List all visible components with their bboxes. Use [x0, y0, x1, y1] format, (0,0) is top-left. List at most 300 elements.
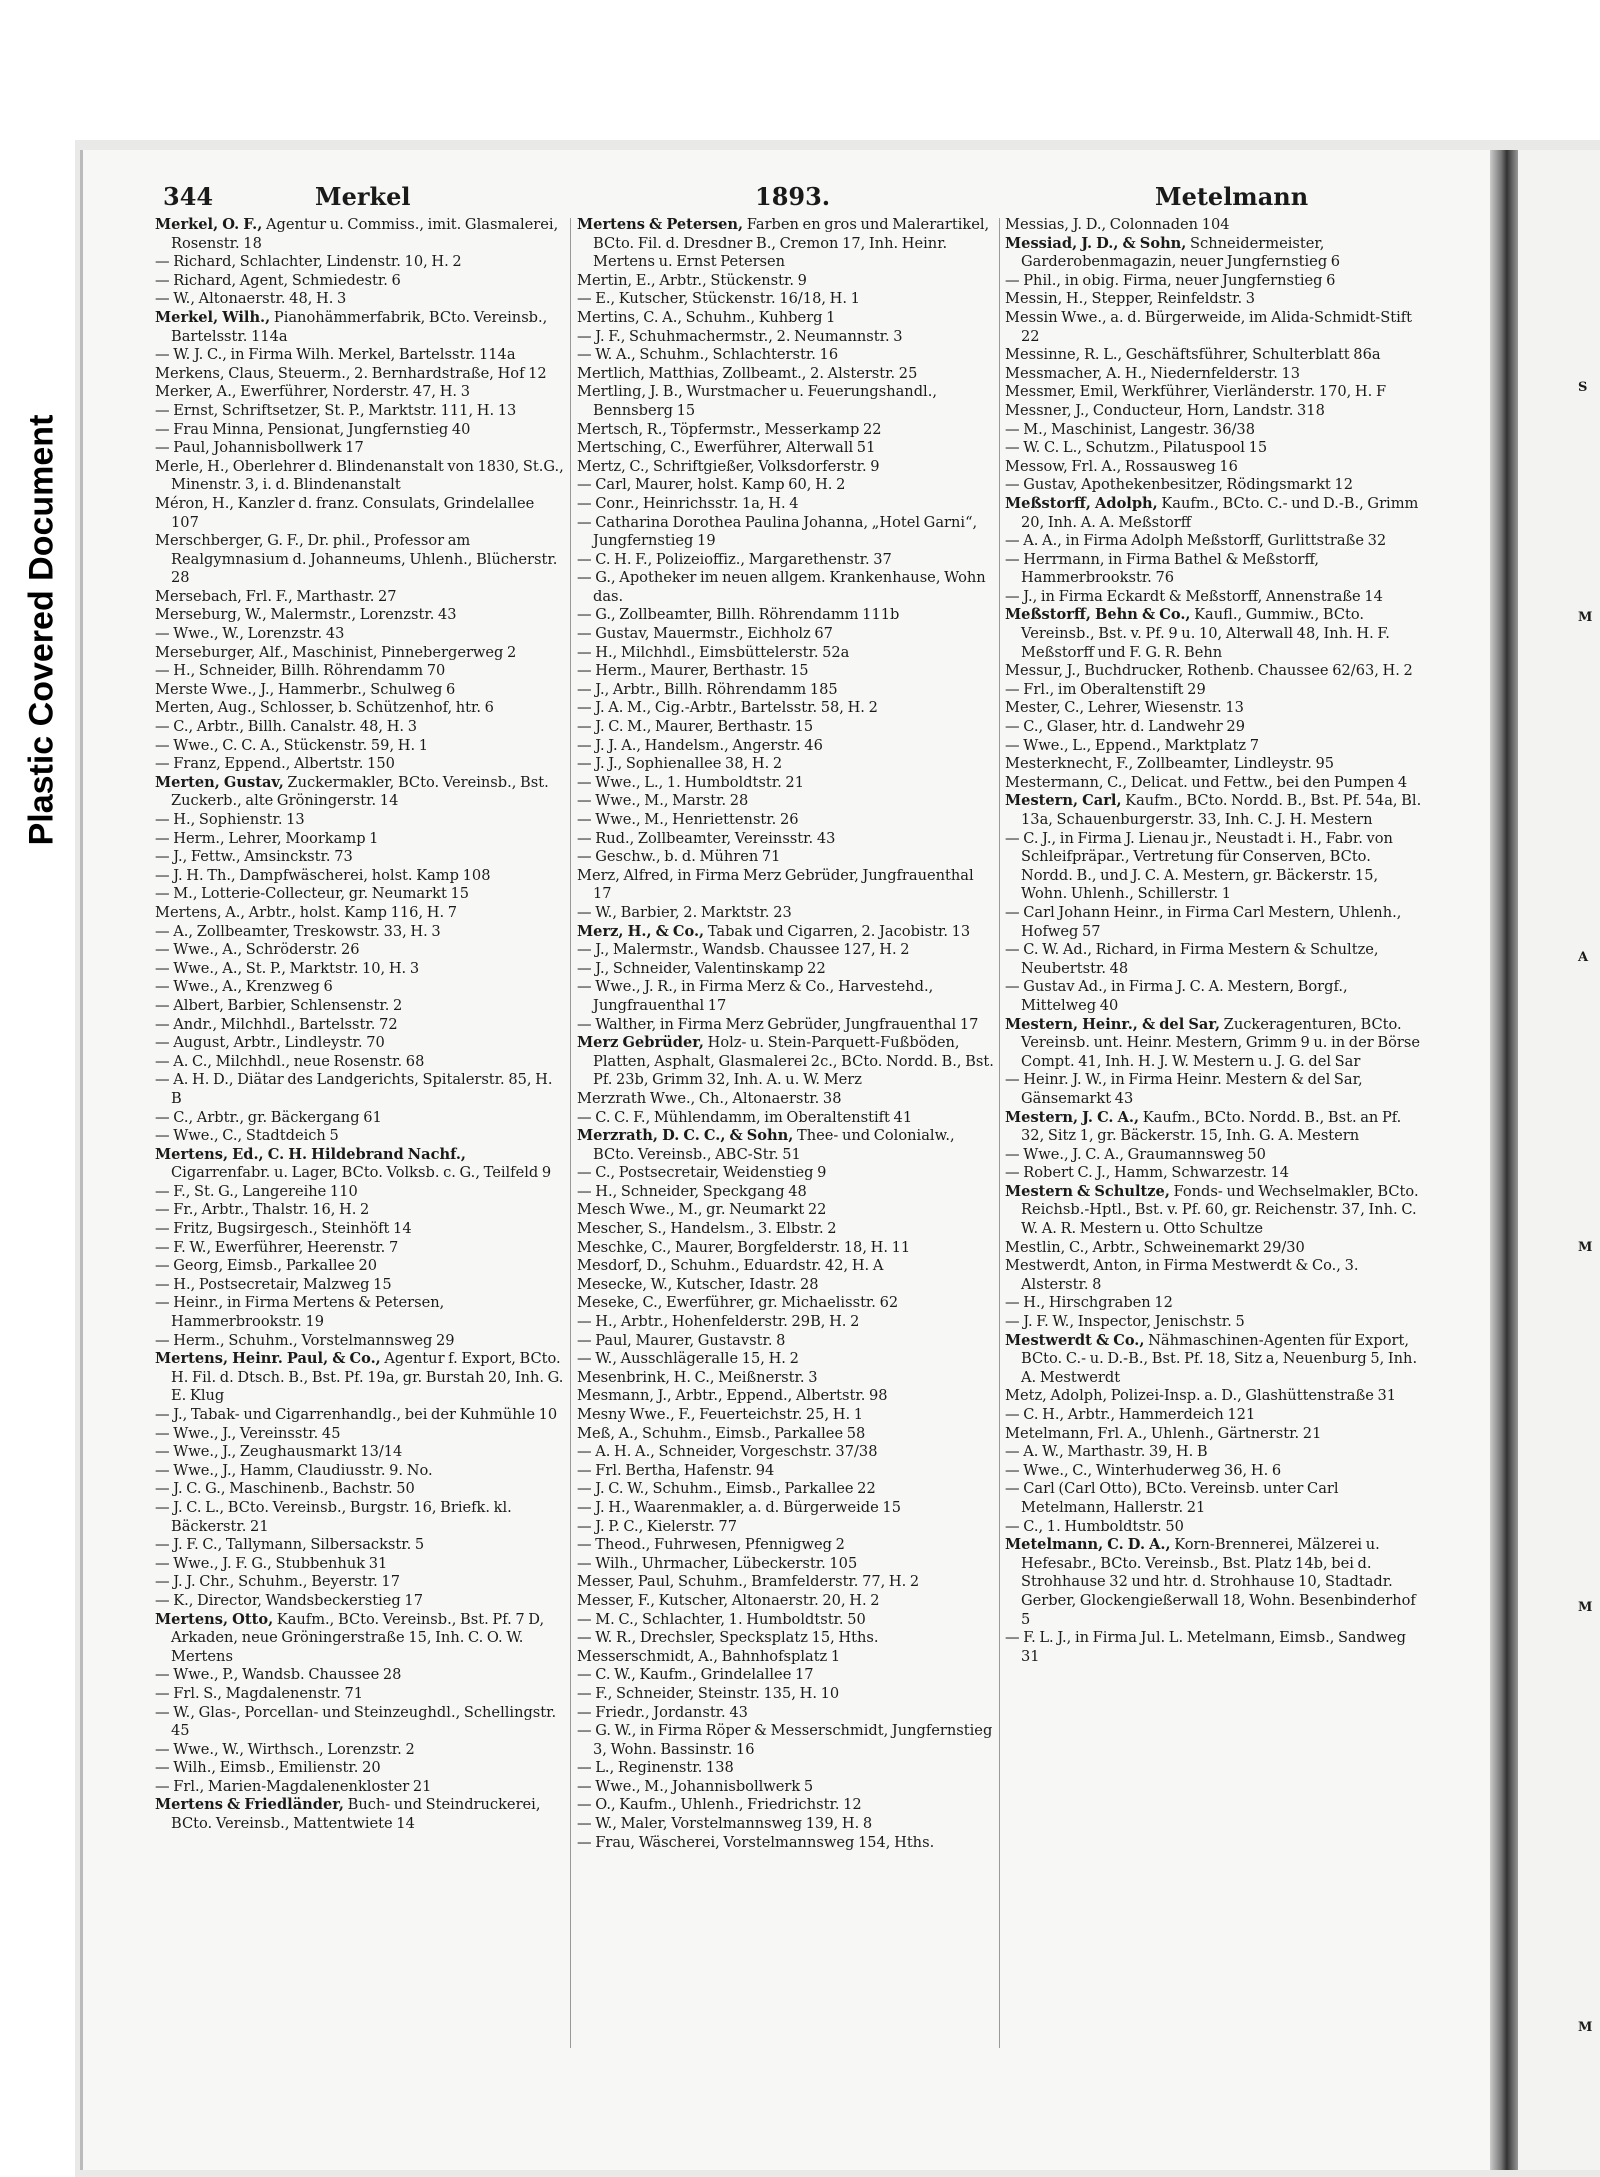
entry-text: — H., Arbtr., Hohenfelderstr. 29B, H. 2: [577, 1313, 860, 1331]
directory-entry: [1005, 1016, 1423, 1072]
directory-entry: [155, 625, 565, 644]
directory-entry: [577, 1611, 995, 1630]
directory-entry: [155, 290, 565, 309]
header-right-keyword: Metelmann: [1155, 182, 1309, 211]
directory-entry: [577, 1592, 995, 1611]
directory-entry: [577, 1722, 995, 1759]
entry-text: — F., Schneider, Steinstr. 135, H. 10: [577, 1684, 840, 1702]
entry-text: — F., St. G., Langereihe 110: [155, 1182, 358, 1200]
entry-text: — M., Lotterie-Collecteur, gr. Neumarkt 15: [155, 885, 470, 903]
page-gutter: [1490, 150, 1518, 2170]
entry-text: — C., Arbtr., gr. Bäckergang 61: [155, 1108, 382, 1126]
directory-entry: [577, 1629, 995, 1648]
directory-entry: [577, 328, 995, 347]
entry-text: — F. L. J., in Firma Jul. L. Metelmann, Eimsb., Sandweg 31: [1005, 1629, 1406, 1665]
directory-entry: [1005, 346, 1423, 365]
directory-entry: [155, 997, 565, 1016]
entry-text: — Wilh., Uhrmacher, Lübeckerstr. 105: [577, 1554, 858, 1572]
directory-entry: [577, 718, 995, 737]
directory-entry: [577, 1109, 995, 1128]
directory-entry: [155, 1053, 565, 1072]
left-margin: [0, 0, 75, 2177]
entry-text: — J. F. W., Inspector, Jenischstr. 5: [1005, 1313, 1245, 1331]
entry-text: — Georg, Eimsb., Parkallee 20: [155, 1257, 378, 1275]
directory-entry: [155, 383, 565, 402]
entry-text: Mesdorf, D., Schuhm., Eduardstr. 42, H. A: [577, 1257, 884, 1275]
entry-text: — Wwe., J. C. A., Graumannsweg 50: [1005, 1145, 1266, 1163]
entry-text: — O., Kaufm., Uhlenh., Friedrichstr. 12: [577, 1796, 862, 1814]
entry-text: Merseburger, Alf., Maschinist, Pinnebergerweg 2: [155, 643, 517, 661]
side-label: [22, 360, 62, 900]
directory-entry: [155, 978, 565, 997]
entry-text: — J. J. Chr., Schuhm., Beyerstr. 17: [155, 1573, 400, 1591]
entry-text: Agentur u. Commiss., imit. Glasmalerei, Rosenstr. 18: [171, 216, 559, 252]
directory-entry: [1005, 402, 1423, 421]
column-1: [155, 216, 565, 2046]
directory-entry: [577, 1499, 995, 1518]
entry-text: — C., Postsecretair, Weidenstieg 9: [577, 1164, 827, 1182]
entry-text: Zuckeragenturen, BCto. Vereinsb. unt. Heinr. Mestern, Grimm 9 u. in der Börse Compt. 41, Inh. H. J. W. Mestern u. J. G. del Sar: [1021, 1015, 1420, 1070]
entry-text: — W. R., Drechsler, Specksplatz 15, Hths.: [577, 1629, 879, 1647]
directory-entry: [1005, 1071, 1423, 1108]
directory-entry: [577, 1090, 995, 1109]
directory-entry: [155, 532, 565, 588]
entry-text: Mertz, C., Schriftgießer, Volksdorferstr. 9: [577, 457, 880, 475]
directory-entry: [1005, 1629, 1423, 1666]
directory-entry: [155, 458, 565, 495]
entry-text: — Robert C. J., Hamm, Schwarzestr. 14: [1005, 1164, 1290, 1182]
directory-entry: [1005, 978, 1423, 1015]
directory-entry: [577, 699, 995, 718]
entry-text: — Wwe., M., Marstr. 28: [577, 792, 749, 810]
entry-text: — Wwe., C., Winterhuderweg 36, H. 6: [1005, 1461, 1282, 1479]
directory-entry: [1005, 774, 1423, 793]
directory-entry: [155, 1201, 565, 1220]
directory-entry: [1005, 1239, 1423, 1258]
entry-text: Merten, Aug., Schlosser, b. Schützenhof, htr. 6: [155, 699, 494, 717]
entry-text: — Phil., in obig. Firma, neuer Jungfernstieg 6: [1005, 271, 1336, 289]
directory-entry: [577, 1127, 995, 1164]
entry-text: — Paul, Johannisbollwerk 17: [155, 439, 364, 457]
directory-entry: [155, 1536, 565, 1555]
entry-text: Merschberger, G. F., Dr. phil., Professor am Realgymnasium d. Johanneums, Uhlenh., Blücherstr. 28: [155, 532, 558, 587]
entry-text: — J. C. W., Schuhm., Eimsb., Parkallee 22: [577, 1480, 876, 1498]
directory-entry: [155, 774, 565, 811]
directory-entry: [155, 1239, 565, 1258]
directory-entry: [1005, 235, 1423, 272]
directory-entry: [1005, 476, 1423, 495]
entry-text: — J., Tabak- und Cigarrenhandlg., bei der Kuhmühle 10: [155, 1406, 558, 1423]
top-margin: [0, 0, 1600, 140]
entry-text: — Walther, in Firma Merz Gebrüder, Jungfrauenthal 17: [577, 1015, 979, 1033]
entry-text: Holz- u. Stein-Parquett-Fußböden, Platten, Asphalt, Glasmalerei 2c., BCto. Nordd. B., Bst. Pf. 23b, Grimm 32, Inh. A. u. W. Merz: [593, 1034, 994, 1089]
entry-text: — Herm., Lehrer, Moorkamp 1: [155, 829, 379, 847]
directory-entry: [1005, 1109, 1423, 1146]
directory-entry: [155, 1294, 565, 1331]
column-3: [1005, 216, 1423, 2046]
entry-firm-name: Merkel, O. F.,: [155, 216, 263, 233]
entry-firm-name: Mertens, Otto,: [155, 1610, 274, 1628]
directory-entry: [155, 1183, 565, 1202]
column-2: [577, 216, 995, 2046]
directory-entry: [577, 1834, 995, 1853]
entry-text: Merkens, Claus, Steuerm., 2. Bernhardstraße, Hof 12: [155, 364, 547, 382]
directory-entry: [155, 1480, 565, 1499]
directory-entry: [577, 514, 995, 551]
directory-entry: [155, 1796, 565, 1833]
directory-entry: [155, 1759, 565, 1778]
entry-text: — Wwe., M., Henriettenstr. 26: [577, 811, 799, 828]
directory-entry: [577, 904, 995, 923]
entry-text: Kaufl., Gummiw., BCto. Vereinsb., Bst. v. Pf. 9 u. 10, Alterwall 48, Inh. H. F. Meßstorff und F. G. R. Behn: [1021, 606, 1390, 661]
directory-entry: [155, 216, 565, 253]
entry-text: — August, Arbtr., Lindleystr. 70: [155, 1034, 385, 1052]
directory-entry: [577, 1332, 995, 1351]
directory-entry: [155, 867, 565, 886]
directory-entry: [577, 1257, 995, 1276]
entry-text: Messias, J. D., Colonnaden 104: [1005, 216, 1230, 233]
entry-text: — W., Altonaerstr. 48, H. 3: [155, 290, 347, 308]
directory-entry: [155, 1276, 565, 1295]
directory-entry: [577, 737, 995, 756]
directory-entry: [577, 383, 995, 420]
directory-entry: [577, 1704, 995, 1723]
entry-text: Farben en gros und Malerartikel, BCto. Fil. d. Dresdner B., Cremon 17, Inh. Heinr. Mertens u. Ernst Petersen: [593, 216, 990, 271]
directory-entry: [1005, 216, 1423, 235]
directory-entry: [577, 476, 995, 495]
entry-text: — Wwe., A., Krenzweg 6: [155, 978, 333, 996]
entry-text: Mertling, J. B., Wurstmacher u. Feuerungshandl., Bennsberg 15: [577, 383, 937, 419]
entry-firm-name: Mertens, Ed., C. H. Hildebrand Nachf.,: [155, 1145, 467, 1163]
entry-text: — Frl. S., Magdalenenstr. 71: [155, 1684, 364, 1702]
directory-entry: [1005, 1462, 1423, 1481]
entry-text: Mertsch, R., Töpfermstr., Messerkamp 22: [577, 420, 882, 438]
entry-text: — J. H., Waarenmakler, a. d. Bürgerweide 15: [577, 1498, 901, 1516]
directory-entry: [577, 848, 995, 867]
directory-entry: [1005, 1164, 1423, 1183]
directory-entry: [577, 1666, 995, 1685]
entry-text: Tabak und Cigarren, 2. Jacobistr. 13: [704, 922, 971, 940]
entry-text: — Frl., im Oberaltenstift 29: [1005, 680, 1206, 698]
directory-entry: [577, 1294, 995, 1313]
entry-text: — C. W., Kaufm., Grindelallee 17: [577, 1666, 814, 1684]
entry-text: Metelmann, Frl. A., Uhlenh., Gärtnerstr. 21: [1005, 1424, 1322, 1442]
entry-text: — J., Arbtr., Billh. Röhrendamm 185: [577, 680, 838, 698]
entry-firm-name: Metelmann, C. D. A.,: [1005, 1536, 1171, 1554]
directory-entry: [155, 1462, 565, 1481]
directory-entry: [155, 1778, 565, 1797]
entry-text: — Wwe., J. F. G., Stubbenhuk 31: [155, 1554, 388, 1572]
directory-entry: [1005, 1332, 1423, 1388]
entry-text: — Wwe., A., St. P., Marktstr. 10, H. 3: [155, 959, 420, 977]
directory-entry: [1005, 1480, 1423, 1517]
directory-entry: [155, 1741, 565, 1760]
entry-text: Schneidermeister, Garderobenmagazin, neuer Jungfernstieg 6: [1021, 234, 1341, 271]
directory-entry: [1005, 904, 1423, 941]
directory-entry: [155, 1257, 565, 1276]
directory-entry: [1005, 830, 1423, 904]
directory-entry: [155, 1034, 565, 1053]
directory-entry: [577, 569, 995, 606]
entry-text: Mester, C., Lehrer, Wiesenstr. 13: [1005, 699, 1244, 717]
entry-firm-name: Merz, H., & Co.,: [577, 922, 705, 940]
entry-text: — Wwe., A., Schröderstr. 26: [155, 941, 360, 959]
entry-text: Messerschmidt, A., Bahnhofsplatz 1: [577, 1647, 841, 1665]
directory-entry: [577, 1462, 995, 1481]
entry-text: Mestermann, C., Delicat. und Fettw., bei den Pumpen 4: [1005, 773, 1408, 791]
entry-text: Mesecke, W., Kutscher, Idastr. 28: [577, 1275, 819, 1293]
directory-entry: [577, 495, 995, 514]
directory-entry: [577, 551, 995, 570]
entry-text: — Frau, Wäscherei, Vorstelmannsweg 154, Hths.: [577, 1833, 935, 1851]
directory-entry: [155, 644, 565, 663]
directory-entry: [577, 811, 995, 830]
entry-text: — K., Director, Wandsbeckerstieg 17: [155, 1591, 423, 1609]
directory-entry: [155, 811, 565, 830]
entry-text: Messur, J., Buchdrucker, Rothenb. Chaussee 62/63, H. 2: [1005, 662, 1413, 680]
directory-entry: [577, 458, 995, 477]
entry-text: — Franz, Eppend., Albertstr. 150: [155, 755, 395, 773]
entry-text: Mertens, A., Arbtr., holst. Kamp 116, H. 7: [155, 903, 458, 921]
entry-firm-name: Mertens & Friedländer,: [155, 1796, 344, 1814]
entry-text: — M., Maschinist, Langestr. 36/38: [1005, 420, 1255, 438]
entry-text: — Fr., Arbtr., Thalstr. 16, H. 2: [155, 1201, 370, 1219]
directory-entry: [1005, 699, 1423, 718]
entry-text: Metz, Adolph, Polizei-Insp. a. D., Glashüttenstraße 31: [1005, 1387, 1397, 1405]
entry-text: — Wwe., J., Vereinsstr. 45: [155, 1424, 341, 1442]
entry-text: Mertlich, Matthias, Zollbeamt., 2. Alsterstr. 25: [577, 364, 918, 382]
directory-entry: [577, 1555, 995, 1574]
entry-text: — Heinr., in Firma Mertens & Petersen, Hammerbrookstr. 19: [155, 1294, 445, 1331]
directory-entry: [155, 253, 565, 272]
entry-text: — F. W., Ewerführer, Heerenstr. 7: [155, 1238, 399, 1256]
page-number: 344: [163, 182, 214, 211]
entry-text: — Frau Minna, Pensionat, Jungfernstieg 40: [155, 420, 471, 438]
entry-text: — Friedr., Jordanstr. 43: [577, 1703, 748, 1721]
directory-entry: [577, 290, 995, 309]
entry-text: — Herm., Maurer, Berthastr. 15: [577, 662, 809, 680]
entry-firm-name: Mertens & Petersen,: [577, 216, 744, 233]
entry-text: — Carl Johann Heinr., in Firma Carl Mestern, Uhlenh., Hofweg 57: [1005, 903, 1402, 940]
entry-text: — Frl., Marien-Magdalenenkloster 21: [155, 1777, 432, 1795]
directory-entry: [1005, 365, 1423, 384]
entry-text: — H., Sophienstr. 13: [155, 811, 305, 828]
directory-entry: [155, 309, 565, 346]
entry-text: — J. C. G., Maschinenb., Bachstr. 50: [155, 1480, 415, 1498]
directory-entry: [577, 960, 995, 979]
entry-text: — Wwe., C. C. A., Stückenstr. 59, H. 1: [155, 736, 429, 754]
directory-entry: [577, 1425, 995, 1444]
directory-entry: [155, 1555, 565, 1574]
entry-text: Mestlin, C., Arbtr., Schweinemarkt 29/30: [1005, 1238, 1305, 1256]
header-left-keyword: Merkel: [315, 182, 411, 211]
directory-entry: [577, 1685, 995, 1704]
directory-entry: [577, 1201, 995, 1220]
directory-entry: [577, 272, 995, 291]
entry-text: — Geschw., b. d. Mühren 71: [577, 848, 781, 866]
entry-text: — J. F., Schuhmachermstr., 2. Neumannstr. 3: [577, 327, 903, 345]
entry-text: Merker, A., Ewerführer, Norderstr. 47, H. 3: [155, 383, 470, 401]
entry-text: Messer, Paul, Schuhm., Bramfelderstr. 77, H. 2: [577, 1573, 920, 1591]
entry-text: — Herrmann, in Firma Bathel & Meßstorff, Hammerbrookstr. 76: [1005, 550, 1320, 587]
entry-text: Agentur f. Export, BCto. H. Fil. d. Dtsch. B., Bst. Pf. 19a, gr. Burstah 20, Inh. G. E. Klug: [171, 1350, 564, 1405]
directory-entry: [577, 1164, 995, 1183]
entry-text: — Wwe., J., Zeughausmarkt 13/14: [155, 1443, 403, 1461]
directory-entry: [155, 346, 565, 365]
directory-entry: [1005, 606, 1423, 662]
entry-firm-name: Merten, Gustav,: [155, 773, 284, 791]
entry-text: Kaufm., BCto. C.- und D.-B., Grimm 20, Inh. A. A. Meßstorff: [1021, 494, 1419, 531]
entry-text: — A., Zollbeamter, Treskowstr. 33, H. 3: [155, 922, 441, 940]
directory-entry: [155, 272, 565, 291]
entry-firm-name: Mestern & Schultze,: [1005, 1182, 1170, 1200]
entry-text: Nähmaschinen-Agenten für Export, BCto. C.- u. D.-B., Bst. Pf. 18, Sitz a, Neuenburg 5, Inh. A. Mestwerdt: [1021, 1331, 1418, 1386]
directory-entry: [577, 1183, 995, 1202]
directory-entry: [155, 1109, 565, 1128]
entry-firm-name: Mestern, Heinr., & del Sar,: [1005, 1015, 1221, 1033]
directory-entry: [1005, 1183, 1423, 1239]
entry-text: — A. C., Milchhdl., neue Rosenstr. 68: [155, 1052, 425, 1070]
directory-entry: [1005, 421, 1423, 440]
entry-text: — Wwe., J. R., in Firma Merz & Co., Harvestehd., Jungfrauenthal 17: [577, 978, 934, 1014]
directory-entry: [577, 941, 995, 960]
entry-text: — J. J., Sophienallee 38, H. 2: [577, 755, 783, 773]
directory-entry: [577, 1406, 995, 1425]
entry-firm-name: Mestwerdt & Co.,: [1005, 1331, 1145, 1349]
entry-firm-name: Mestern, Carl,: [1005, 792, 1122, 810]
directory-entry: [155, 1573, 565, 1592]
entry-text: — J. A. M., Cig.-Arbtr., Bartelsstr. 58, H. 2: [577, 699, 878, 717]
entry-text: — C. C. F., Mühlendamm, im Oberaltenstift 41: [577, 1108, 913, 1126]
directory-entry: [155, 755, 565, 774]
entry-text: Fonds- und Wechselmakler, BCto. Reichsb.-Hptl., Bst. v. Pf. 60, gr. Reichenstr. 37, Inh. C. W. A. R. Mestern u. Otto Schultze: [1021, 1182, 1419, 1238]
entry-text: — J. C. L., BCto. Vereinsb., Burgstr. 16, Briefk. kl. Bäckerstr. 21: [155, 1498, 512, 1535]
entry-text: — Richard, Schlachter, Lindenstr. 10, H. 2: [155, 253, 462, 271]
entry-text: — Gustav, Mauermstr., Eichholz 67: [577, 625, 833, 643]
directory-entry: [1005, 588, 1423, 607]
entry-text: — Wwe., J., Hamm, Claudiusstr. 9. No.: [155, 1461, 433, 1479]
directory-entry: [155, 923, 565, 942]
entry-text: — J. C. M., Maurer, Berthastr. 15: [577, 718, 814, 736]
entry-firm-name: Merzrath, D. C. C., & Sohn,: [577, 1127, 794, 1145]
entry-text: Messmacher, A. H., Niedernfelderstr. 13: [1005, 364, 1301, 382]
directory-entry: [1005, 1294, 1423, 1313]
entry-text: — Heinr. J. W., in Firma Heinr. Mestern & del Sar, Gänsemarkt 43: [1005, 1071, 1363, 1107]
entry-text: — W., Barbier, 2. Marktstr. 23: [577, 903, 792, 921]
directory-entry: [1005, 1406, 1423, 1425]
entry-text: — C. W. Ad., Richard, in Firma Mestern & Schultze, Neubertstr. 48: [1005, 941, 1379, 977]
directory-entry: [577, 1016, 995, 1035]
page-header: [155, 182, 1420, 214]
entry-text: Zuckermakler, BCto. Vereinsb., Bst. Zuckerb., alte Gröningerstr. 14: [171, 773, 549, 810]
entry-text: — G. W., in Firma Röper & Messerschmidt, Jungfernstieg 3, Wohn. Bassinstr. 16: [577, 1722, 993, 1758]
entry-text: Messer, F., Kutscher, Altonaerstr. 20, H. 2: [577, 1591, 880, 1609]
entry-text: Méron, H., Kanzler d. franz. Consulats, Grindelallee 107: [155, 494, 535, 531]
directory-entry: [155, 1611, 565, 1667]
directory-entry: [1005, 1536, 1423, 1629]
directory-entry: [155, 1499, 565, 1536]
directory-entry: [577, 1350, 995, 1369]
entry-text: — Wwe., W., Lorenzstr. 43: [155, 625, 345, 643]
entry-text: — H., Hirschgraben 12: [1005, 1294, 1173, 1312]
side-label-text: Plastic Covered Document: [22, 414, 61, 846]
directory-entry: [577, 1276, 995, 1295]
entry-text: Korn-Brennerei, Mälzerei u. Hefesabr., BCto. Vereinsb., Bst. Platz 14b, bei d. Strohhause 32 und htr. d. Strohhause 10, Stadtadr. Gerber, Glockengießerwall 18, Wohn. Besenbinderhof 5: [1021, 1536, 1416, 1628]
directory-entry: [155, 1350, 565, 1406]
entry-text: — Gustav Ad., in Firma J. C. A. Mestern, Borgf., Mittelweg 40: [1005, 978, 1348, 1014]
entry-text: Mertsching, C., Ewerführer, Alterwall 51: [577, 439, 876, 457]
entry-text: — Richard, Agent, Schmiedestr. 6: [155, 271, 401, 289]
directory-entry: [155, 1443, 565, 1462]
directory-entry: [577, 681, 995, 700]
directory-entry: [1005, 551, 1423, 588]
directory-entry: [577, 1387, 995, 1406]
directory-entry: [577, 1815, 995, 1834]
directory-entry: [577, 1480, 995, 1499]
entry-text: — J., Fettw., Amsinckstr. 73: [155, 848, 353, 866]
entry-text: — H., Schneider, Speckgang 48: [577, 1182, 807, 1200]
entry-text: — C. J., in Firma J. Lienau jr., Neustadt i. H., Fabr. von Schleifpräpar., Vertretung für Conserven, BCto. Nordd. B., und J. C. A. Mestern, gr. Bäckerstr. 15, Wohn. Uhlenh., Schillerstr. 1: [1005, 829, 1393, 903]
directory-entry: [577, 662, 995, 681]
entry-text: — W., Glas-, Porcellan- und Steinzeughdl., Schellingstr. 45: [155, 1703, 557, 1740]
directory-entry: [577, 625, 995, 644]
entry-text: — J., Schneider, Valentinskamp 22: [577, 959, 826, 977]
entry-text: — Frl. Bertha, Hafenstr. 94: [577, 1461, 775, 1479]
directory-entry: [155, 941, 565, 960]
entry-text: — C. H. F., Polizeioffiz., Margarethenstr. 37: [577, 550, 892, 568]
directory-entry: [577, 867, 995, 904]
entry-text: Mersebach, Frl. F., Marthastr. 27: [155, 587, 397, 605]
directory-entry: [577, 309, 995, 328]
header-year: 1893.: [755, 182, 831, 211]
entry-text: — G., Apotheker im neuen allgem. Krankenhause, Wohn das.: [577, 569, 986, 605]
directory-entry: [577, 439, 995, 458]
directory-entry: [1005, 290, 1423, 309]
directory-entry: [1005, 737, 1423, 756]
directory-entry: [577, 606, 995, 625]
directory-entry: [577, 1369, 995, 1388]
directory-entry: [1005, 941, 1423, 978]
entry-text: — Ernst, Schriftsetzer, St. P., Marktstr. 111, H. 13: [155, 401, 517, 419]
entry-text: — Theod., Fuhrwesen, Pfennigweg 2: [577, 1536, 845, 1554]
directory-entry: [577, 216, 995, 272]
entry-firm-name: Meßstorff, Behn & Co.,: [1005, 606, 1191, 624]
directory-entry: [1005, 458, 1423, 477]
directory-entry: [155, 830, 565, 849]
entry-text: Meß, A., Schuhm., Eimsb., Parkallee 58: [577, 1424, 866, 1442]
entry-text: — J. H. Th., Dampfwäscherei, holst. Kamp 108: [155, 866, 491, 884]
entry-text: — M. C., Schlachter, 1. Humboldtstr. 50: [577, 1610, 866, 1628]
entry-text: — A. A., in Firma Adolph Meßstorff, Gurlittstraße 32: [1005, 532, 1387, 550]
directory-entry: [1005, 1443, 1423, 1462]
directory-entry: [577, 1759, 995, 1778]
entry-text: Kaufm., BCto. Vereinsb., Bst. Pf. 7 D, Arkaden, neue Gröningerstraße 15, Inh. C. O. W. Mertens: [171, 1610, 545, 1665]
entry-text: — Paul, Maurer, Gustavstr. 8: [577, 1331, 786, 1349]
entry-text: — W., Ausschlägeralle 15, H. 2: [577, 1350, 799, 1368]
entry-text: — J., in Firma Eckardt & Meßstorff, Annenstraße 14: [1005, 587, 1383, 605]
directory-entry: [1005, 1387, 1423, 1406]
directory-entry: [577, 1313, 995, 1332]
directory-entry: [1005, 1518, 1423, 1537]
entry-text: — Rud., Zollbeamter, Vereinsstr. 43: [577, 829, 836, 847]
directory-entry: [155, 662, 565, 681]
entry-text: — A. H. D., Diätar des Landgerichts, Spitalerstr. 85, H. B: [155, 1071, 553, 1107]
directory-entry: [577, 346, 995, 365]
entry-text: Mertins, C. A., Schuhm., Kuhberg 1: [577, 308, 836, 326]
entry-text: — E., Kutscher, Stückenstr. 16/18, H. 1: [577, 290, 860, 308]
entry-text: Merz, Alfred, in Firma Merz Gebrüder, Jungfrauenthal 17: [577, 866, 974, 903]
entry-text: — Wwe., L., 1. Humboldtstr. 21: [577, 773, 804, 791]
